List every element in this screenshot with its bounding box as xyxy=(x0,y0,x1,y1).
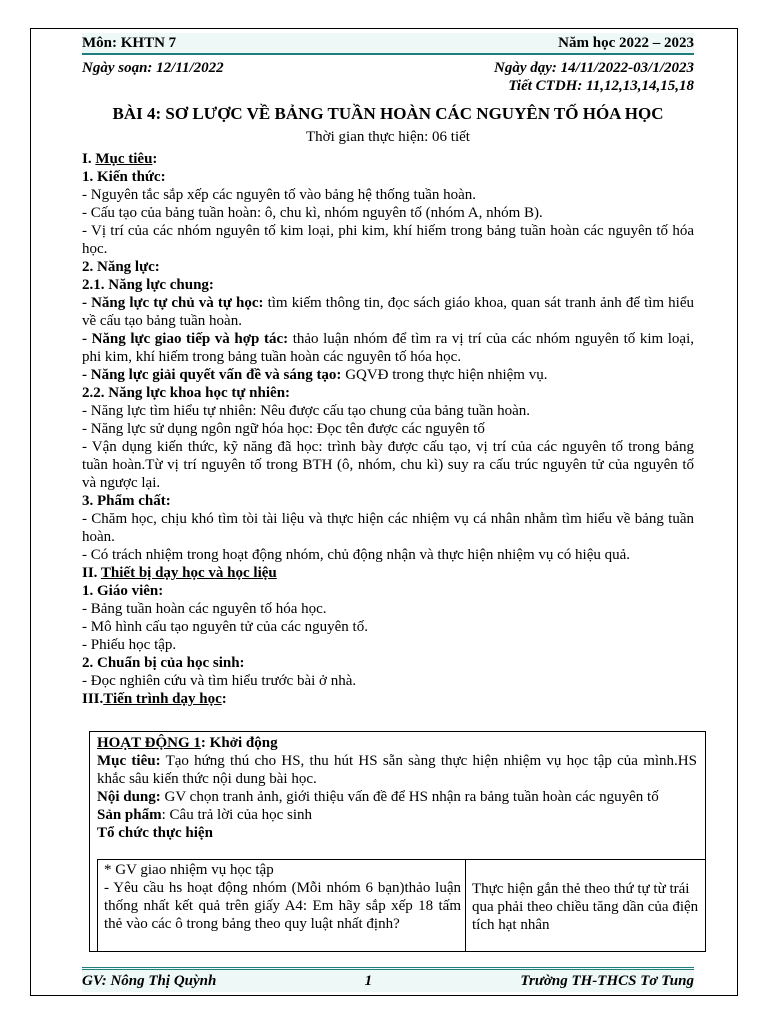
page-number: 1 xyxy=(364,973,373,989)
activity-product: Sản phẩm: Câu trả lời của học sinh xyxy=(97,807,313,823)
competence-heading: 2. Năng lực: xyxy=(82,259,160,275)
activity-goal: Mục tiêu: Tạo hứng thú cho HS, thu hút HS sẵn sàng thực hiện nhiệm vụ học tập của mình.HS khắc sâu kiến thức nội dung bài học. xyxy=(97,753,697,787)
task-line: - Yêu cầu hs hoạt động nhóm (Mỗi nhóm 6 bạn)thảo luận thống nhất kết quả trên giấy A4: Em hãy sắp xếp 18 tấm thẻ vào các ô trong bảng theo quy luật nhất định? xyxy=(104,880,461,932)
student-heading: 2. Chuẩn bị của học sinh: xyxy=(82,655,245,671)
activity-content: Nội dung: GV chọn tranh ảnh, giới thiệu vấn đề để HS nhận ra bảng tuần hoàn các nguyên tố xyxy=(97,789,659,805)
knowledge-item: - Cấu tạo của bảng tuần hoàn: ô, chu kì, nhóm nguyên tố (nhóm A, nhóm B). xyxy=(82,205,543,221)
school-year-label: Năm học 2022 – 2023 xyxy=(558,35,694,51)
subject-label: Môn: KHTN 7 xyxy=(82,35,177,51)
header-band xyxy=(82,33,694,55)
footer-band xyxy=(82,967,694,992)
natural-competence-heading: 2.2. Năng lực khoa học tự nhiên: xyxy=(82,385,291,401)
section-process-heading: III.Tiến trình dạy học: xyxy=(82,691,227,707)
teacher-task-cell xyxy=(98,860,466,951)
quality-item: - Chăm học, chịu khó tìm tòi tài liệu và thực hiện các nhiệm vụ cá nhân nhằm tìm hiểu về bảng tuần hoàn. xyxy=(82,511,694,545)
teach-date: Ngày dạy: 14/11/2022-03/1/2023 xyxy=(494,60,694,76)
footer-school: Trường TH-THCS Tơ Tung xyxy=(520,973,694,989)
lesson-title: BÀI 4: SƠ LƯỢC VỀ BẢNG TUẦN HOÀN CÁC NGUYÊN TỐ HÓA HỌC xyxy=(112,104,664,123)
activity-heading: HOẠT ĐỘNG 1: Khởi động xyxy=(97,735,278,751)
section-equipment-heading: II. Thiết bị dạy học và học liệu xyxy=(82,565,277,581)
periods-label: Tiết CTDH: 11,12,13,14,15,18 xyxy=(508,78,694,94)
teacher-item: - Mô hình cấu tạo nguyên tử của các nguyên tố. xyxy=(82,619,368,635)
teacher-item: - Bảng tuần hoàn các nguyên tố hóa học. xyxy=(82,601,327,617)
knowledge-item: - Nguyên tắc sắp xếp các nguyên tố vào bảng hệ thống tuần hoàn. xyxy=(82,187,477,203)
natural-competence-item: - Năng lực sử dụng ngôn ngữ hóa học: Đọc tên được các nguyên tố xyxy=(82,421,485,437)
lesson-content xyxy=(82,150,694,708)
knowledge-item: - Vị trí của các nhóm nguyên tố kim loại, phi kim, khí hiếm trong bảng tuần hoàn các nguyên tố hóa học. xyxy=(82,223,694,257)
general-competence-item: - Năng lực tự chủ và tự học: tìm kiếm thông tin, đọc sách giáo khoa, quan sát tranh ảnh để tìm hiểu về cấu tạo bảng tuần hoàn. xyxy=(82,295,695,329)
section-objectives-heading: I. Mục tiêu: xyxy=(82,151,158,167)
prep-date: Ngày soạn: 12/11/2022 xyxy=(82,60,224,76)
general-competence-item: - Năng lực giao tiếp và hợp tác: thảo luận nhóm để tìm ra vị trí của các nhóm nguyên tố kim loại, phi kim, khí hiếm trong bảng tuần hoàn các nguyên tố hóa học. xyxy=(82,331,694,365)
footer-teacher: GV: Nông Thị Quỳnh xyxy=(82,973,217,989)
teacher-heading: 1. Giáo viên: xyxy=(82,583,164,599)
task-line: * GV giao nhiệm vụ học tập xyxy=(104,862,274,878)
knowledge-heading: 1. Kiến thức: xyxy=(82,169,166,185)
student-answer-cell xyxy=(466,860,705,951)
lesson-duration: Thời gian thực hiện: 06 tiết xyxy=(306,129,470,145)
natural-competence-item: - Năng lực tìm hiểu tự nhiên: Nêu được cấu tạo chung của bảng tuần hoàn. xyxy=(82,403,531,419)
activity-organization: Tổ chức thực hiện xyxy=(97,825,213,841)
activity-table xyxy=(97,859,706,952)
quality-item: - Có trách nhiệm trong hoạt động nhóm, chủ động nhận và thực hiện nhiệm vụ có hiệu quả. xyxy=(82,547,631,563)
natural-competence-item: - Vận dụng kiến thức, kỹ năng đã học: trình bày được cấu tạo, vị trí của các nguyên tố trong bảng tuần hoàn.Từ vị trí nguyên tố trong BTH (ô, nhóm, chu kì) suy ra cấu trúc nguyên tử của nguyên tố và ngược lại. xyxy=(82,439,694,491)
quality-heading: 3. Phẩm chất: xyxy=(82,493,171,509)
general-competence-item: - Năng lực giải quyết vấn đề và sáng tạo: GQVĐ trong thực hiện nhiệm vụ. xyxy=(82,367,548,383)
date-line xyxy=(82,59,694,77)
teacher-item: - Phiếu học tập. xyxy=(82,637,177,653)
general-competence-heading: 2.1. Năng lực chung: xyxy=(82,277,214,293)
student-item: - Đọc nghiên cứu và tìm hiểu trước bài ở nhà. xyxy=(82,673,357,689)
answer-text: Thực hiện gắn thẻ theo thứ tự từ trái qua phải theo chiều tăng dần của điện tích hạt nhân xyxy=(472,881,699,933)
